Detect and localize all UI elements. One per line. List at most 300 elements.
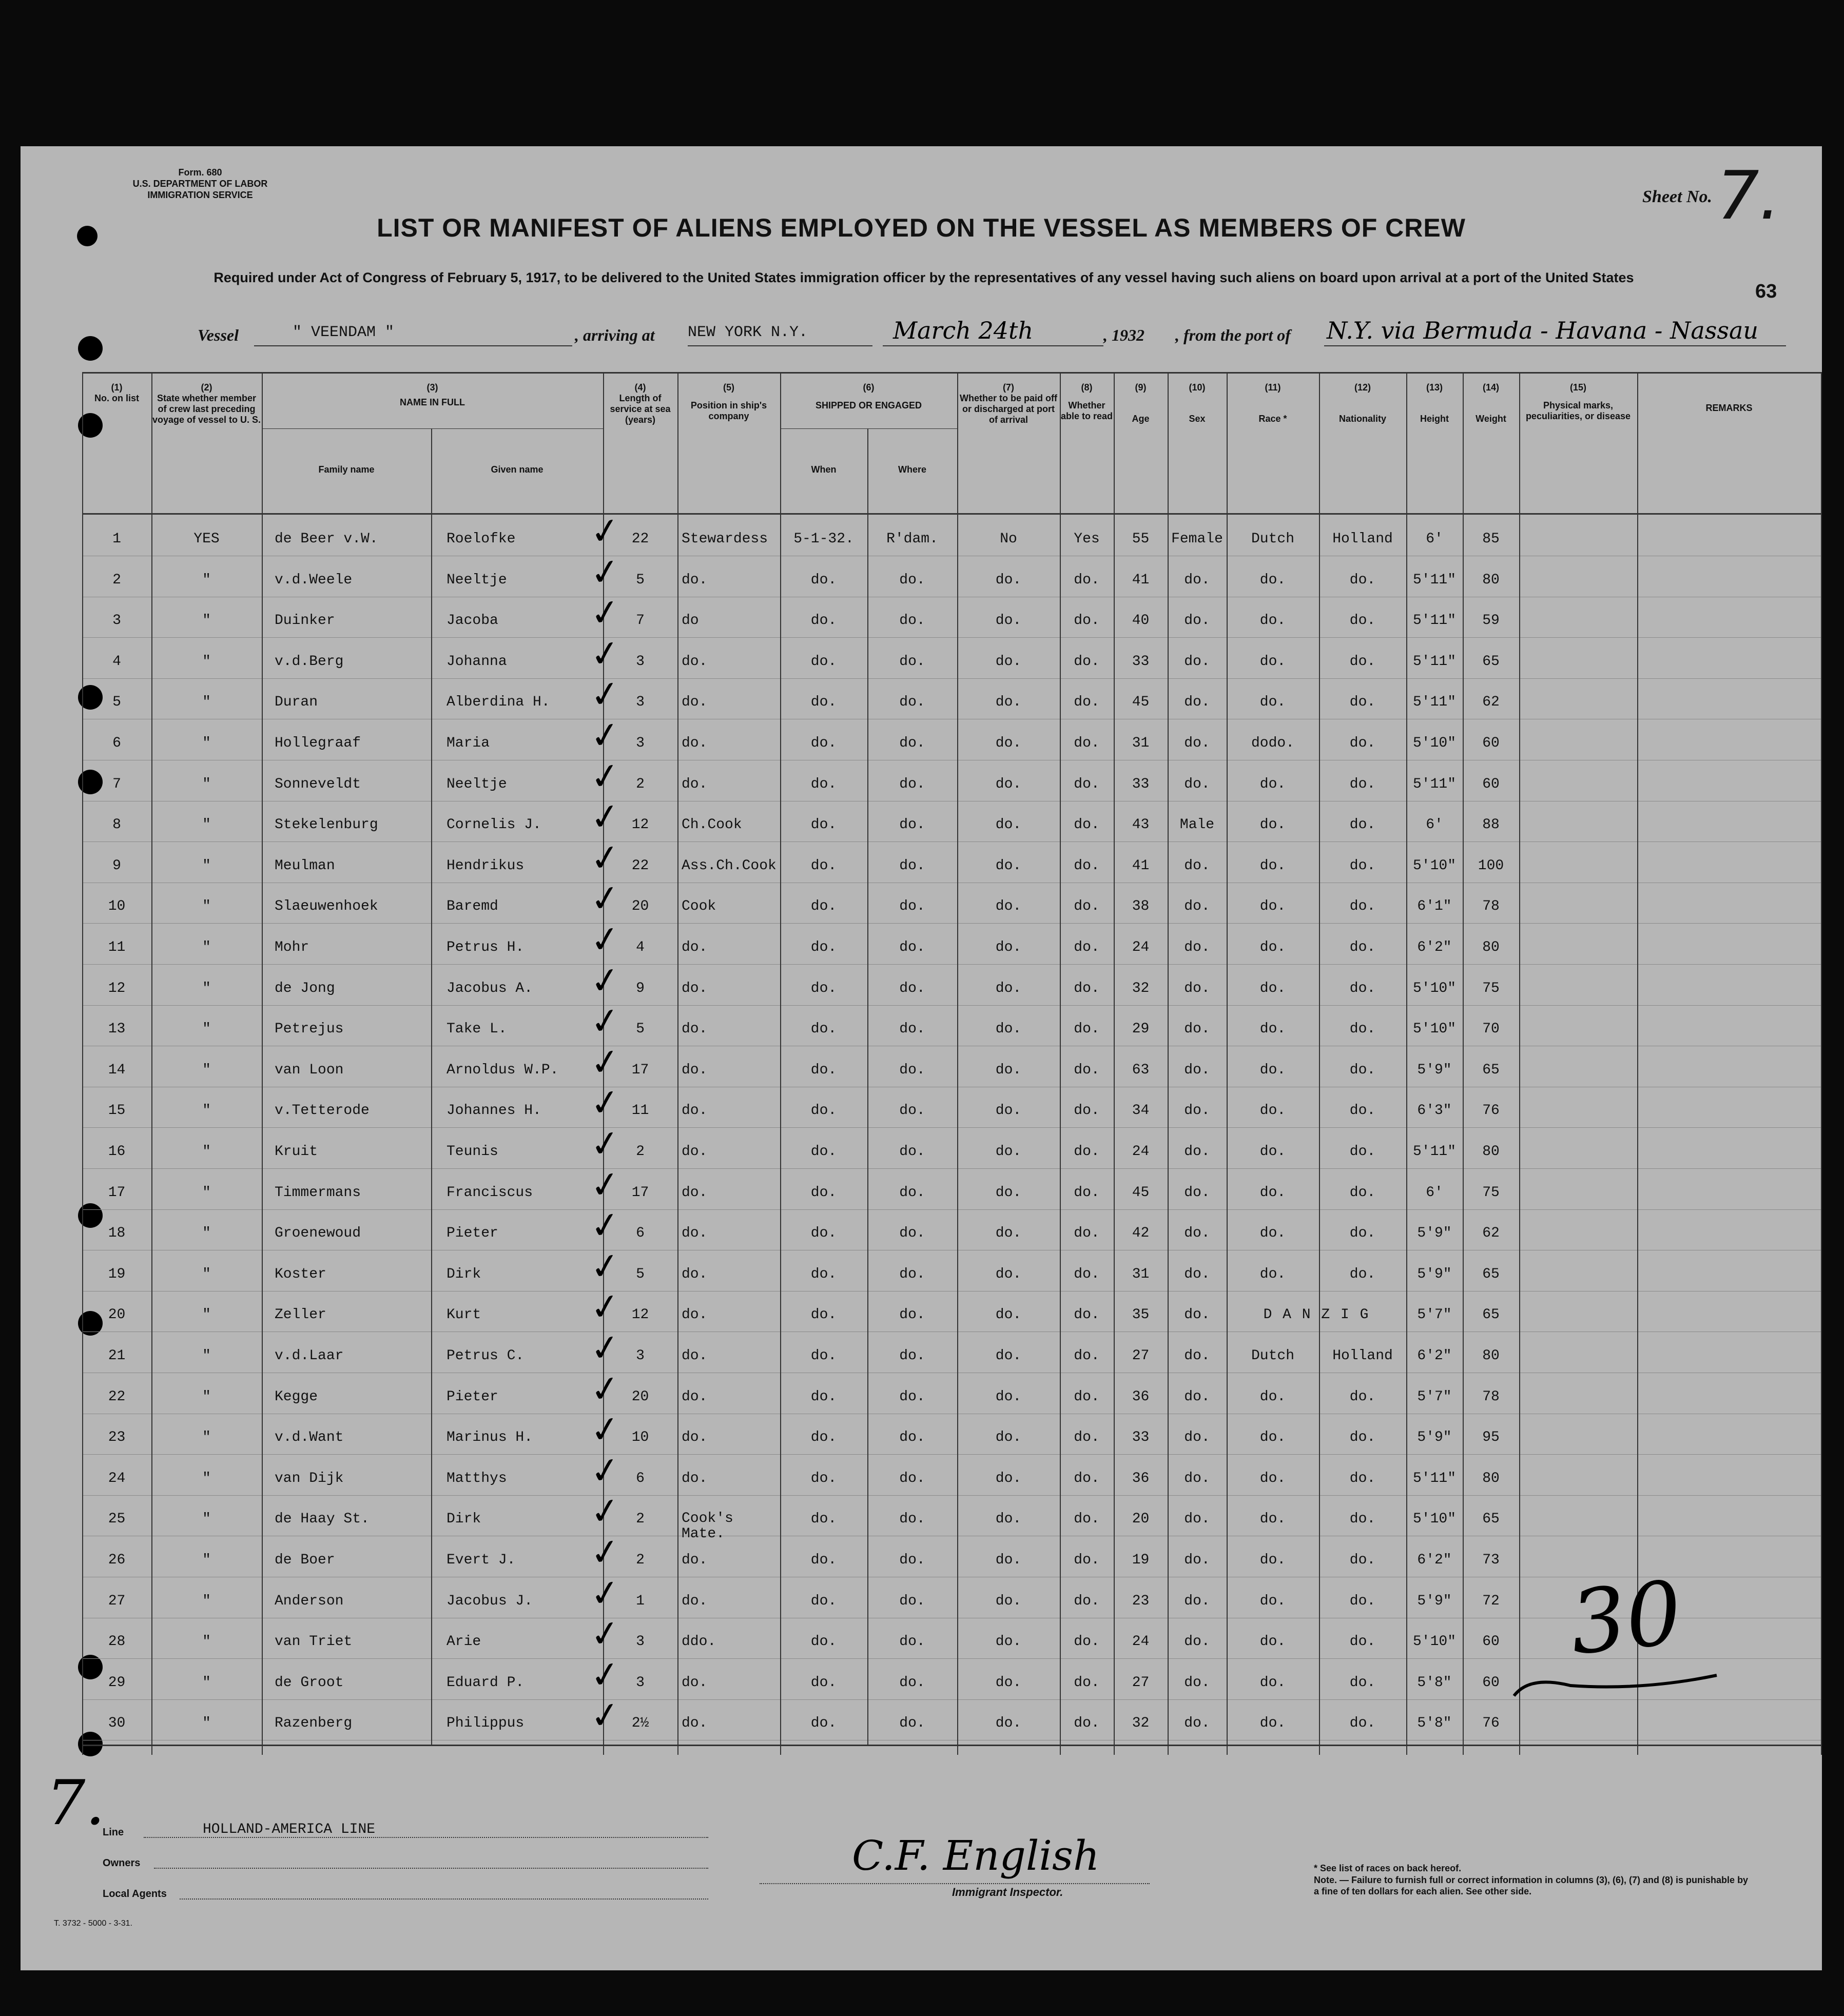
cell-age: 32 [1132,980,1150,996]
local-agents-label: Local Agents [103,1888,167,1900]
cell-sex: do. [1184,857,1210,874]
cell-height: 6' [1426,817,1443,833]
cell-paid: do. [995,1715,1022,1732]
cell-position: do [682,613,699,629]
cell-read: do. [1074,1266,1100,1282]
cell-prev: " [202,653,211,670]
arrival-year: , 1932 [1103,326,1144,344]
cell-read: do. [1074,1430,1100,1446]
cell-no: 13 [108,1021,126,1038]
cell-when: do. [810,1103,837,1119]
cell-given: Johannes H. [447,1103,541,1119]
cell-no: 7 [112,776,121,792]
cell-paid: do. [995,735,1022,751]
header-col-9: (9) Age [1132,382,1150,424]
cell-height: 5'9" [1417,1266,1452,1282]
cell-service: 2 [636,1552,645,1568]
cell-sex: do. [1184,1593,1210,1609]
cell-family: Timmermans [275,1184,361,1201]
cell-family: Duran [275,694,318,711]
cell-no: 10 [108,898,126,915]
cell-paid: do. [995,1388,1022,1405]
check-mark-icon: ✓ [587,835,624,881]
cell-given: Marinus H. [447,1430,533,1446]
cell-race: do. [1259,1715,1286,1732]
cell-nat: do. [1349,1715,1376,1732]
cell-nat: do. [1349,898,1376,915]
cell-service: 3 [636,653,645,670]
cell-prev: " [202,735,211,751]
cell-given: Pieter [447,1388,498,1405]
cell-given: Maria [447,735,490,751]
cell-given: Hendrikus [447,857,525,874]
cell-position: do. [682,1021,708,1038]
cell-height: 5'11" [1412,776,1456,792]
cell-weight: 80 [1482,1348,1500,1364]
cell-race: do. [1259,1552,1286,1568]
cell-sex: do. [1184,1184,1210,1201]
cell-height: 5'7" [1417,1307,1452,1323]
cell-when: do. [810,1470,837,1486]
check-mark-icon: ✓ [587,753,624,799]
cell-read: do. [1074,1021,1100,1038]
cell-given: Kurt [447,1307,481,1323]
cell-sex: do. [1184,980,1210,996]
cell-prev: " [202,1552,211,1568]
cell-height: 6' [1426,1184,1443,1201]
cell-age: 29 [1132,1021,1150,1038]
cell-sex: do. [1184,1552,1210,1568]
cell-given: Franciscus [447,1184,533,1201]
check-mark-icon: ✓ [587,1692,624,1739]
cell-weight: 85 [1482,531,1500,547]
cell-age: 41 [1132,572,1150,588]
cell-height: 5'8" [1417,1715,1452,1732]
cell-race: dodo. [1251,735,1294,751]
cell-family: Petrejus [275,1021,344,1038]
cell-no: 27 [108,1593,126,1609]
cell-where: do. [899,898,925,915]
cell-when: do. [810,1388,837,1405]
cell-no: 5 [112,694,121,711]
cell-prev: " [202,898,211,915]
header-given-name: Given name [491,464,544,475]
cell-where: do. [899,1430,925,1446]
cell-weight: 76 [1482,1715,1500,1732]
cell-height: 5'10" [1412,1511,1456,1528]
cell-given: Philippus [447,1715,525,1732]
cell-nat: do. [1349,613,1376,629]
cell-service: 11 [631,1103,649,1119]
cell-position: do. [682,653,708,670]
cell-weight: 70 [1482,1021,1500,1038]
cell-where: do. [899,1715,925,1732]
cell-age: 45 [1132,1184,1150,1201]
cell-weight: 80 [1482,1470,1500,1486]
tally-underline [1509,1665,1724,1701]
cell-paid: do. [995,1184,1022,1201]
header-col-12: (12) Nationality [1338,382,1386,424]
cell-when: do. [810,1266,837,1282]
cell-sex: Male [1179,817,1215,833]
page-number: 63 [1755,281,1777,302]
cell-position: do. [682,572,708,588]
cell-service: 2 [636,1144,645,1160]
cell-given: Alberdina H. [447,694,550,711]
cell-sex: do. [1184,940,1210,955]
cell-given: Roelofke [447,531,516,547]
cell-given: Matthys [447,1470,507,1486]
cell-when: do. [810,653,837,670]
cell-weight: 65 [1482,653,1500,670]
cell-race: do. [1259,980,1286,996]
cell-family: Meulman [275,857,335,874]
header-col-13: (13) Height [1420,382,1449,424]
cell-paid: do. [995,653,1022,670]
cell-height: 6'1" [1417,898,1452,915]
cell-no: 12 [108,980,126,996]
cell-nat: do. [1349,817,1376,833]
cell-sex: do. [1184,898,1210,915]
cell-service: 7 [636,613,645,629]
cell-paid: do. [995,1552,1022,1568]
cell-prev: " [202,980,211,996]
cell-given: Pieter [447,1225,498,1242]
cell-paid: do. [995,898,1022,915]
cell-position: do. [682,735,708,751]
cell-where: do. [899,940,925,955]
check-mark-icon: ✓ [587,508,624,554]
cell-paid: do. [995,940,1022,955]
cell-when: do. [810,980,837,996]
cell-position: Stewardess [682,531,768,547]
cell-no: 11 [108,940,126,955]
cell-when: do. [810,694,837,711]
check-mark-icon: ✓ [587,1243,624,1289]
cell-given: Eduard P. [447,1674,525,1691]
cell-read: do. [1074,1348,1100,1364]
inspector-signature: C.F. English [852,1832,1100,1880]
cell-weight: 78 [1482,898,1500,915]
cell-sex: do. [1184,1430,1210,1446]
cell-weight: 80 [1482,572,1500,588]
cell-given: Jacobus J. [447,1593,533,1609]
cell-position: do. [682,1593,708,1609]
cell-position: do. [682,1144,708,1160]
cell-service: 3 [636,1348,645,1364]
cell-age: 43 [1132,817,1150,833]
cell-race: do. [1259,1470,1286,1486]
header-col-5: (5) Position in ship's company [690,382,767,421]
cell-given: Evert J. [447,1552,516,1568]
cell-read: do. [1074,1634,1100,1650]
cell-family: v.Tetterode [275,1103,370,1119]
cell-service: 22 [631,857,649,874]
cell-when: do. [810,1634,837,1650]
cell-sex: do. [1184,1634,1210,1650]
header-col-8: (8) Whether able to read [1060,382,1113,421]
cell-weight: 80 [1482,1144,1500,1160]
cell-given: Take L. [447,1021,507,1038]
cell-service: 3 [636,735,645,751]
from-label: , from the port of [1175,326,1291,344]
cell-given: Cornelis J. [447,817,541,833]
cell-no: 21 [108,1348,126,1364]
cell-position: ddo. [682,1634,716,1650]
cell-sex: do. [1184,1144,1210,1160]
tally-number: 30 [1565,1562,1687,1675]
cell-race: do. [1259,776,1286,792]
cell-height: 5'9" [1417,1593,1452,1609]
cell-family: Razenberg [275,1715,353,1732]
cell-weight: 100 [1478,857,1504,874]
cell-position: do. [682,776,708,792]
cell-weight: 95 [1482,1430,1500,1446]
cell-position: do. [682,1674,708,1691]
cell-service: 5 [636,1266,645,1282]
cell-where: do. [899,1593,925,1609]
cell-race: do. [1259,1674,1286,1691]
cell-weight: 65 [1482,1062,1500,1078]
cell-no: 14 [108,1062,126,1078]
cell-when: do. [810,735,837,751]
header-col-6: (6) SHIPPED OR ENGAGED [815,382,922,410]
cell-age: 33 [1132,776,1150,792]
note-fine: Note. — Failure to furnish full or correct information in columns (3), (6), (7) and (8) is punishable by a fine of ten dollars for each alien. See other side. [1314,1875,1749,1896]
department: U.S. DEPARTMENT OF LABOR [132,179,268,189]
cell-age: 33 [1132,1430,1150,1446]
cell-where: do. [899,653,925,670]
cell-read: do. [1074,1307,1100,1323]
cell-sex: do. [1184,1266,1210,1282]
cell-family: van Triet [275,1634,353,1650]
cell-paid: No [1000,531,1017,547]
cell-family: de Beer v.W. [275,531,378,547]
cell-position: do. [682,1388,708,1405]
cell-given: Arnoldus W.P. [447,1062,559,1078]
cell-when: do. [810,1430,837,1446]
check-mark-icon: ✓ [587,1406,624,1453]
cell-sex: do. [1184,572,1210,588]
check-mark-icon: ✓ [587,712,624,758]
form-number: Form. 680 [178,167,222,178]
cell-nat: do. [1349,735,1376,751]
cell-given: Baremd [447,898,498,915]
header-col-4: (4) Length of service at sea (years) [610,382,671,425]
cell-height: 5'9" [1417,1430,1452,1446]
cell-weight: 76 [1482,1103,1500,1119]
cell-read: do. [1074,1511,1100,1528]
cell-service: 20 [631,1388,649,1405]
cell-when: do. [810,1348,837,1364]
cell-read: do. [1074,653,1100,670]
cell-prev: " [202,1266,211,1282]
cell-where: do. [899,1144,925,1160]
cell-prev: " [202,817,211,833]
cell-read: Yes [1074,531,1100,547]
cell-prev: " [202,776,211,792]
cell-nat: do. [1349,653,1376,670]
cell-height: 6'2" [1417,1348,1452,1364]
cell-family: v.d.Weele [275,572,353,588]
cell-race: do. [1259,1634,1286,1650]
cell-sex: do. [1184,653,1210,670]
cell-age: 41 [1132,857,1150,874]
document-subtitle: Required under Act of Congress of February 5, 1917, to be delivered to the United States immigration officer by the representatives of any vessel having such aliens on board upon arrival at a port of the United States [213,270,1634,285]
cell-where: do. [899,1348,925,1364]
cell-read: do. [1074,735,1100,751]
cell-prev: " [202,1225,211,1242]
header-when: When [811,464,837,475]
header-remarks: REMARKS [1705,403,1753,413]
cell-paid: do. [995,1266,1022,1282]
cell-paid: do. [995,572,1022,588]
check-mark-icon: ✓ [587,1039,624,1085]
check-mark-icon: ✓ [587,671,624,718]
cell-height: 5'7" [1417,1388,1452,1405]
cell-when: do. [810,1715,837,1732]
cell-paid: do. [995,1225,1022,1242]
cell-prev: " [202,1715,211,1732]
cell-prev: " [202,1470,211,1486]
cell-where: do. [899,1388,925,1405]
cell-paid: do. [995,1674,1022,1691]
cell-age: 36 [1132,1388,1150,1405]
cell-nat: do. [1349,1634,1376,1650]
check-mark-icon: ✓ [587,1488,624,1535]
cell-given: Dirk [447,1511,481,1528]
cell-position: do. [682,1430,708,1446]
cell-prev: " [202,1593,211,1609]
cell-race: do. [1259,1103,1286,1119]
cell-age: 36 [1132,1470,1150,1486]
cell-nat: do. [1349,940,1376,955]
cell-where: do. [899,1021,925,1038]
cell-race: do. [1259,817,1286,833]
vessel-label: Vessel [198,326,239,344]
cell-sex: do. [1184,1348,1210,1364]
check-mark-icon: ✓ [587,1325,624,1371]
cell-race: D A N Z I G [1263,1307,1370,1323]
cell-family: Kegge [275,1388,318,1405]
cell-paid: do. [995,1103,1022,1119]
check-mark-icon: ✓ [587,1447,624,1494]
cell-weight: 59 [1482,613,1500,629]
cell-prev: " [202,572,211,588]
cell-race: do. [1259,1430,1286,1446]
cell-position: do. [682,1307,708,1323]
cell-no: 9 [112,857,121,874]
cell-service: 1 [636,1593,645,1609]
cell-race: do. [1259,1184,1286,1201]
cell-where: do. [899,572,925,588]
cell-where: do. [899,694,925,711]
cell-sex: do. [1184,613,1210,629]
inspector-label: Immigrant Inspector. [952,1886,1063,1898]
cell-prev: " [202,1307,211,1323]
cell-position: do. [682,1348,708,1364]
cell-no: 15 [108,1103,126,1119]
form-info [113,167,287,201]
cell-nat: do. [1349,1511,1376,1528]
cell-age: 27 [1132,1674,1150,1691]
cell-weight: 80 [1482,940,1500,955]
cell-age: 27 [1132,1348,1150,1364]
check-mark-icon: ✓ [587,1652,624,1698]
cell-paid: do. [995,857,1022,874]
cell-nat: do. [1349,1021,1376,1038]
cell-family: Groenewoud [275,1225,361,1242]
cell-where: do. [899,1470,925,1486]
check-mark-icon: ✓ [587,1202,624,1248]
check-mark-icon: ✓ [587,1121,624,1167]
cell-read: do. [1074,1674,1100,1691]
cell-height: 6'2" [1417,1552,1452,1568]
cell-family: Mohr [275,940,309,955]
cell-when: do. [810,1674,837,1691]
cell-where: do. [899,613,925,629]
cell-service: 6 [636,1225,645,1242]
cell-family: van Dijk [275,1470,344,1486]
cell-race: do. [1259,572,1286,588]
cell-age: 31 [1132,1266,1150,1282]
cell-service: 3 [636,694,645,711]
cell-service: 20 [631,898,649,915]
cell-age: 24 [1132,1144,1150,1160]
cell-weight: 65 [1482,1307,1500,1323]
cell-position: do. [682,940,708,955]
cell-age: 23 [1132,1593,1150,1609]
cell-weight: 75 [1482,1184,1500,1201]
cell-read: do. [1074,1103,1100,1119]
cell-race: Dutch [1251,1348,1294,1364]
cell-given: Dirk [447,1266,481,1282]
cell-service: 12 [631,817,649,833]
cell-when: do. [810,613,837,629]
cell-weight: 73 [1482,1552,1500,1568]
cell-where: R'dam. [886,531,938,547]
cell-race: do. [1259,1144,1286,1160]
cell-where: do. [899,1062,925,1078]
cell-race: do. [1259,1062,1286,1078]
cell-sex: do. [1184,1307,1210,1323]
cell-paid: do. [995,817,1022,833]
check-mark-icon: ✓ [587,794,624,840]
arrival-date: March 24th [893,317,1034,344]
cell-family: van Loon [275,1062,344,1078]
cell-when: do. [810,572,837,588]
line-label: Line [103,1827,124,1838]
cell-read: do. [1074,1184,1100,1201]
cell-read: do. [1074,1715,1100,1732]
cell-prev: " [202,1184,211,1201]
cell-family: Hollegraaf [275,735,361,751]
cell-nat: do. [1349,1430,1376,1446]
cell-prev: " [202,1388,211,1405]
cell-nat: do. [1349,1103,1376,1119]
cell-given: Petrus H. [447,940,525,955]
cell-prev: " [202,1674,211,1691]
cell-sex: do. [1184,776,1210,792]
cell-where: do. [899,1511,925,1528]
cell-when: do. [810,1184,837,1201]
cell-weight: 62 [1482,694,1500,711]
cell-read: do. [1074,1144,1100,1160]
header-col-11: (11) Race * [1258,382,1287,424]
cell-weight: 78 [1482,1388,1500,1405]
cell-given: Neeltje [447,776,507,792]
cell-family: de Boer [275,1552,335,1568]
